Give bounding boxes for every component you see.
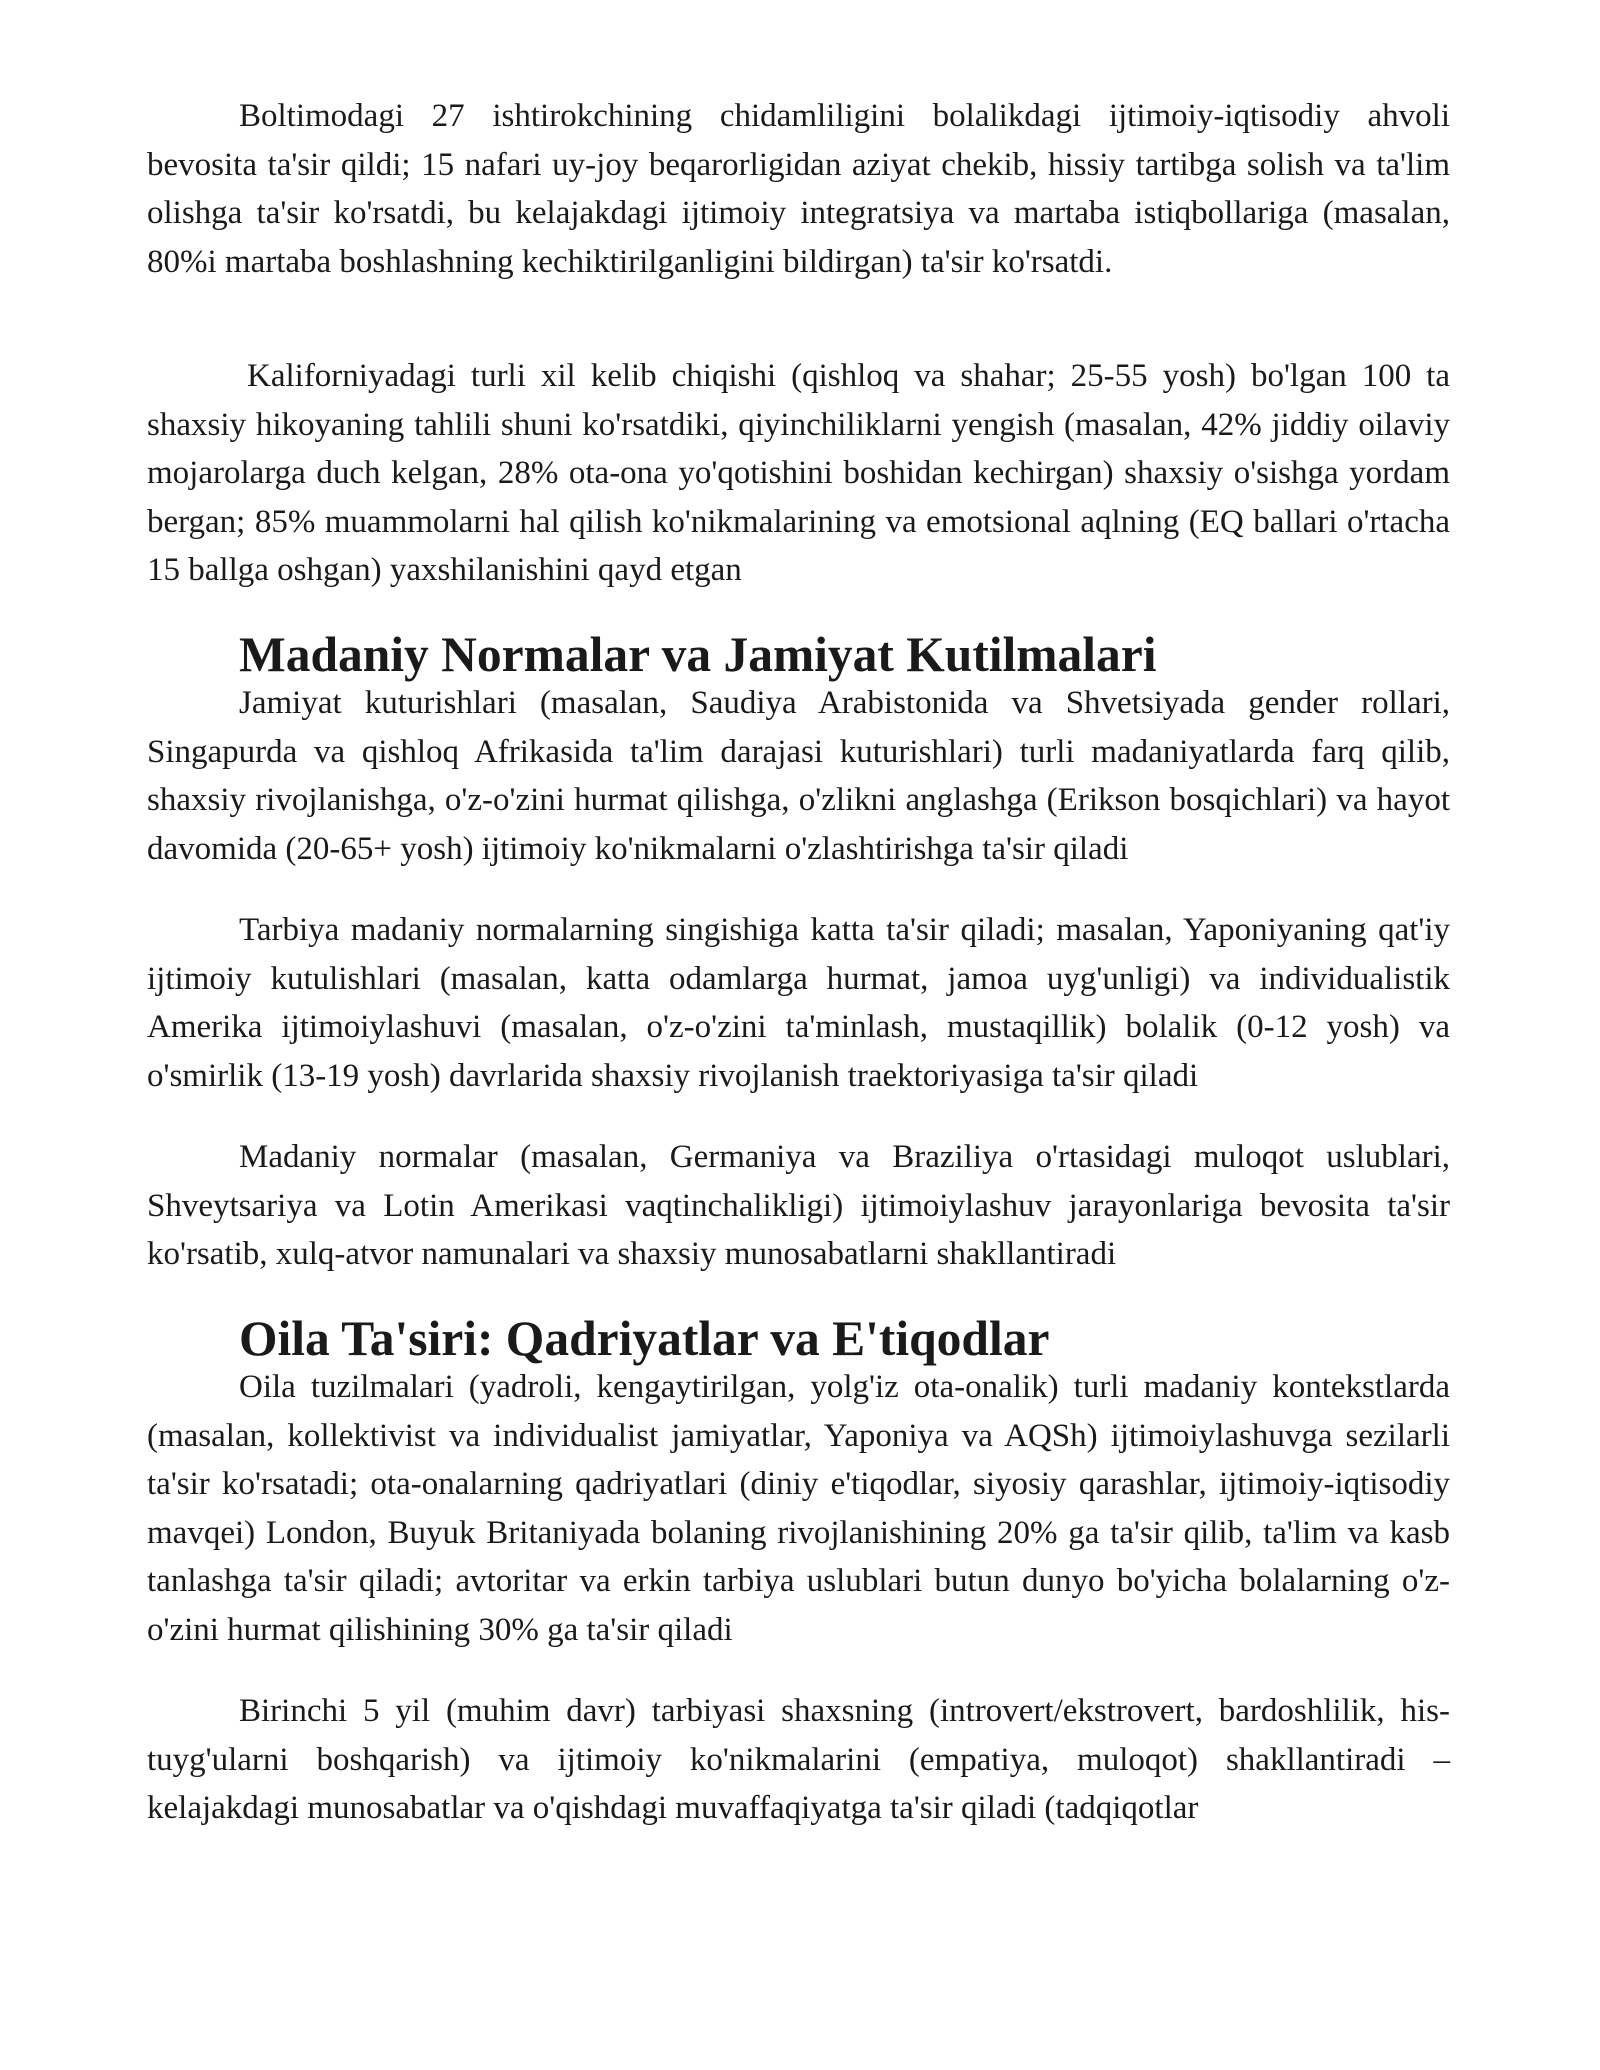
paragraph-california-stories: Kaliforniyadagi turli xil kelib chiqishi (qishloq va shahar; 25-55 yosh) bo'lgan 100 ta shaxsiy hikoyaning tahlili shuni ko'rsatdiki, qiyinchiliklarni yengish (masalan, 42% jiddiy oilaviy mojarolarga duch kelgan, 28% ota-ona yo'qotishini boshidan kechirgan) shaxsiy o'sishga yordam bergan; 85% muammolarni hal qilish ko'nikmalarining va emotsional aqlning (EQ ballari o'rtacha 15 ballga oshgan) yaxshilanishini qayd etgan xyxy=(147,358,1450,588)
paragraph-societal-expectations: Jamiyat kuturishlari (masalan, Saudiya Arabistonida va Shvetsiyada gender rollari, Singapurda va qishloq Afrikasida ta'lim darajasi kuturishlari) turli madaniyatlarda farq qilib, shaxsiy rivojlanishga, o'z-o'zini hurmat qilishga, o'zlikni anglashga (Erikson bosqichlari) va hayot davomida (20-65+ yosh) ijtimoiy ko'nikmalarni o'zlashtirishga ta'sir qiladi xyxy=(147,685,1450,867)
paragraph-family-structures: Oila tuzilmalari (yadroli, kengaytirilgan, yolg'iz ota-onalik) turli madaniy kontekstlarda (masalan, kollektivist va individualist jamiyatlar, Yaponiya va AQSh) ijtimoiylashuvga sezilarli ta'sir ko'rsatadi; ota-onalarning qadriyatlari (diniy e'tiqodlar, siyosiy qarashlar, ijtimoiy-iqtisodiy mavqei) London, Buyuk Britaniyada bolaning rivojlanishining 20% ga ta'sir qilib, ta'lim va kasb tanlashga ta'sir qiladi; avtoritar va erkin tarbiya uslublari butun dunyo bo'yicha bolalarning o'z-o'zini hurmat qilishining 30% ga ta'sir qiladi xyxy=(147,1369,1450,1648)
paragraph-first-five-years: Birinchi 5 yil (muhim davr) tarbiyasi shaxsning (introvert/ekstrovert, bardoshlilik, his-tuyg'ularni boshqarish) va ijtimoiy ko'nikmalarini (empatiya, muloqot) shakllantiradi – kelajakdagi munosabatlar va o'qishdagi muvaffaqiyatga ta'sir qiladi (tadqiqotlar xyxy=(147,1693,1450,1826)
section-heading-family-influence: Oila Ta'siri: Qadriyatlar va E'tiqodlar xyxy=(239,1310,1050,1366)
paragraph-communication-styles: Madaniy normalar (masalan, Germaniya va Braziliya o'rtasidagi muloqot uslublari, Shveytsariya va Lotin Amerikasi vaqtinchalikligi) ijtimoiylashuv jarayonlariga bevosita ta'sir ko'rsatib, xulq-atvor namunalari va shaxsiy munosabatlarni shakllantiradi xyxy=(147,1139,1450,1272)
paragraph-upbringing-norms: Tarbiya madaniy normalarning singishiga katta ta'sir qiladi; masalan, Yaponiyaning qat'iy ijtimoiy kutulishlari (masalan, katta odamlarga hurmat, jamoa uyg'unligi) va individualistik Amerika ijtimoiylashuvi (masalan, o'z-o'zini ta'minlash, mustaqillik) bolalik (0-12 yosh) va o'smirlik (13-19 yosh) davrlarida shaxsiy rivojlanish traektoriyasiga ta'sir qiladi xyxy=(147,912,1450,1094)
section-heading-cultural-norms: Madaniy Normalar va Jamiyat Kutilmalari xyxy=(239,626,1157,682)
paragraph-baltimore-resilience: Boltimodagi 27 ishtirokchining chidamliligini bolalikdagi ijtimoiy-iqtisodiy ahvoli bevosita ta'sir qildi; 15 nafari uy-joy beqarorligidan aziyat chekib, hissiy tartibga solish va ta'lim olishga ta'sir ko'rsatdi, bu kelajakdagi ijtimoiy integratsiya va martaba istiqbollariga (masalan, 80%i martaba boshlashning kechiktirilganligini bildirgan) ta'sir ko'rsatdi. xyxy=(147,98,1450,280)
document-page xyxy=(147,92,1450,1833)
